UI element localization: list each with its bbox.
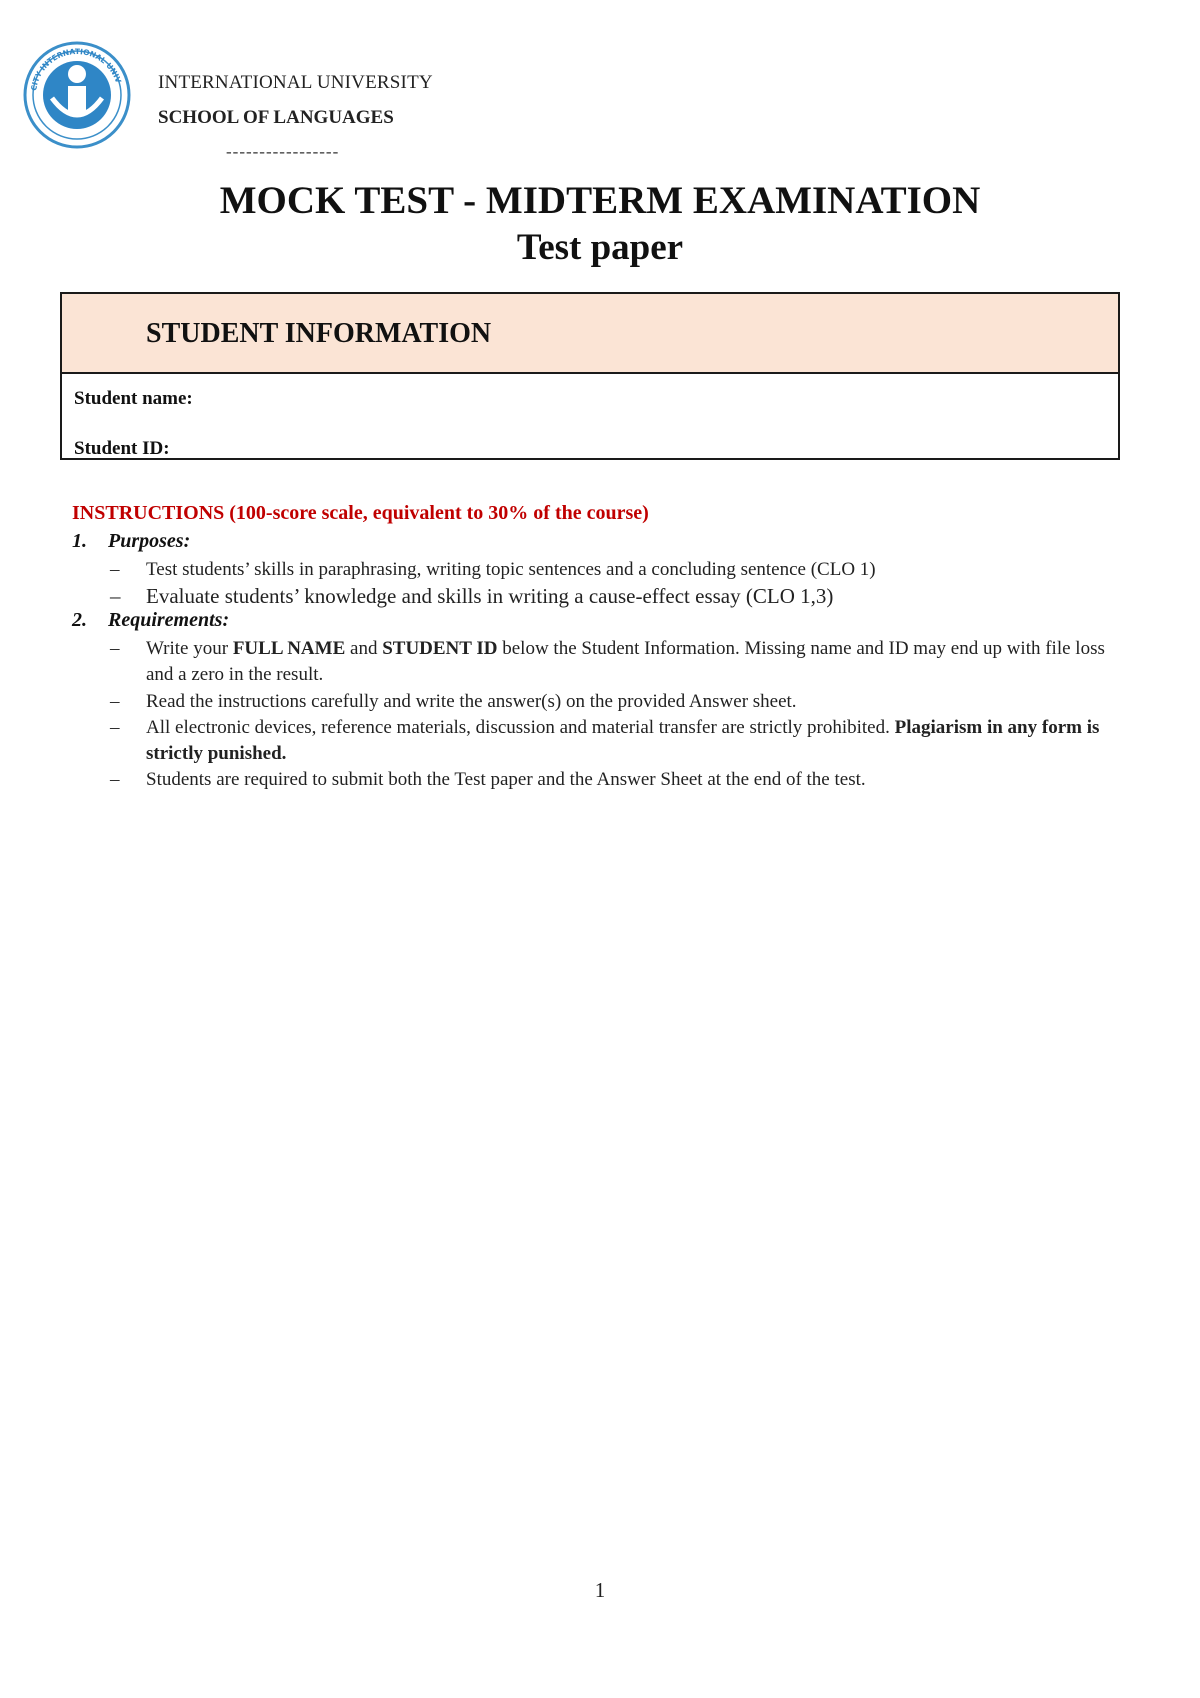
student-name-label: Student name: — [74, 388, 193, 409]
list-item-text: Write your FULL NAME and STUDENT ID below the Student Information. Missing name and ID may end up with file loss and a zero in the result. — [146, 638, 1105, 685]
student-information-heading: STUDENT INFORMATION — [146, 318, 492, 349]
section-requirements-heading — [72, 609, 229, 632]
bullet-dash: – — [110, 584, 121, 608]
list-item-text: All electronic devices, reference materials, discussion and material transfer are strictly prohibited. Plagiarism in any form is strictly punished. — [146, 717, 1100, 764]
student-information-box — [60, 292, 1120, 460]
instructions-title: INSTRUCTIONS (100-score scale, equivalent to 30% of the course) — [72, 502, 649, 524]
university-name: INTERNATIONAL UNIVERSITY — [158, 72, 433, 93]
separator: ----------------- — [226, 142, 340, 161]
page-number: 1 — [594, 1578, 606, 1602]
document-title: MOCK TEST - MIDTERM EXAMINATION — [219, 179, 981, 222]
list-item — [110, 689, 1130, 715]
list-item — [110, 557, 1130, 583]
document-subtitle: Test paper — [516, 227, 684, 268]
bullet-dash: – — [110, 559, 120, 580]
university-logo — [22, 40, 132, 150]
school-name: SCHOOL OF LANGUAGES — [158, 107, 394, 128]
section-number: 2. — [72, 609, 87, 631]
bullet-dash: – — [110, 638, 120, 659]
list-item-text: Read the instructions carefully and write the answer(s) on the provided Answer sheet. — [146, 691, 797, 712]
list-item — [110, 715, 1130, 767]
section-number: 1. — [72, 530, 87, 552]
list-item — [110, 636, 1130, 688]
list-item-text: Evaluate students’ knowledge and skills in writing a cause-effect essay (CLO 1,3) — [146, 584, 834, 608]
list-item — [110, 583, 1130, 609]
list-item — [110, 767, 1130, 793]
student-id-label: Student ID: — [74, 438, 170, 459]
list-item-text: Students are required to submit both the Test paper and the Answer Sheet at the end of the test. — [146, 769, 866, 790]
section-heading: Purposes: — [108, 530, 191, 552]
section-purposes-heading — [72, 530, 190, 553]
section-heading: Requirements: — [108, 609, 230, 631]
bullet-dash: – — [110, 691, 120, 712]
bullet-dash: – — [110, 717, 120, 738]
bullet-dash: – — [110, 769, 120, 790]
list-item-text: Test students’ skills in paraphrasing, writing topic sentences and a concluding sentence (CLO 1) — [146, 559, 876, 580]
student-information-header — [62, 294, 1118, 374]
svg-text:CITY INTERNATIONAL UNIV: CITY INTERNATIONAL UNIV — [29, 46, 124, 92]
